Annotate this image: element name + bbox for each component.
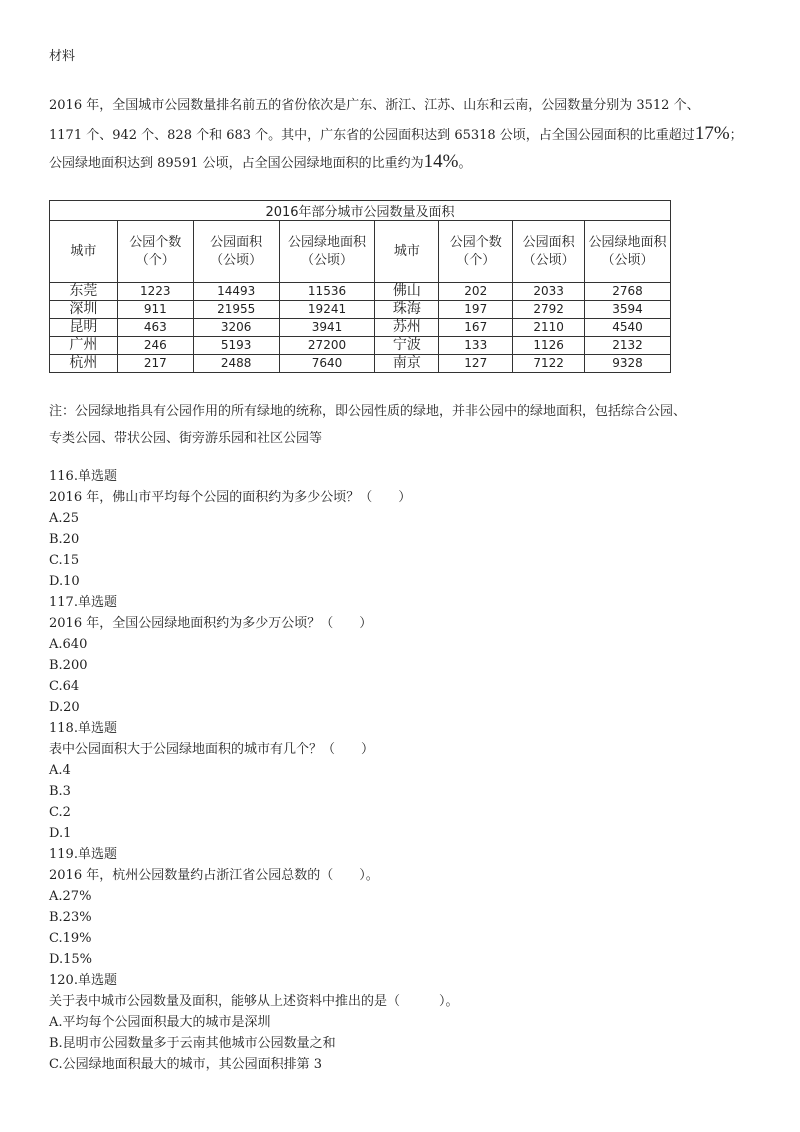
answer-option[interactable]: C.15 — [49, 553, 80, 568]
table-cell: 2488 — [193, 355, 279, 373]
table-cell: 911 — [117, 301, 193, 319]
table-cell: 3594 — [585, 301, 671, 319]
table-cell: 5193 — [193, 337, 279, 355]
intro-line-2 — [49, 120, 769, 150]
city-name-cell: 广州 — [50, 337, 118, 355]
table-cell: 202 — [439, 283, 513, 301]
note-line-1: 注：公园绿地指具有公园作用的所有绿地的统称，即公园性质的绿地，并非公园中的绿地面积，包括综合公园、 — [49, 404, 687, 419]
table-cell: 133 — [439, 337, 513, 355]
question-stem: 2016 年，杭州公园数量约占浙江省公园总数的（ ）。 — [49, 868, 379, 883]
table-note — [49, 398, 769, 452]
answer-option[interactable]: C.公园绿地面积最大的城市，其公园面积排第 3 — [49, 1057, 323, 1072]
answer-option[interactable]: D.20 — [49, 700, 80, 715]
table-cell: 463 — [117, 319, 193, 337]
table-cell: 14493 — [193, 283, 279, 301]
question-number: 117.单选题 — [49, 595, 117, 610]
question-list — [49, 467, 769, 1076]
park-table-container — [49, 200, 671, 373]
park-table — [49, 200, 671, 373]
table-cell: 19241 — [279, 301, 375, 319]
answer-option[interactable]: B.20 — [49, 532, 80, 547]
table-cell: 3206 — [193, 319, 279, 337]
city-name-cell: 珠海 — [375, 301, 439, 319]
table-cell: 1223 — [117, 283, 193, 301]
question-number: 120.单选题 — [49, 973, 117, 988]
table-cell: 2792 — [513, 301, 585, 319]
table-cell: 11536 — [279, 283, 375, 301]
table-cell: 21955 — [193, 301, 279, 319]
intro-line-3-text: 公园绿地面积达到 89591 公顷，占全国公园绿地面积的比重约为 — [49, 156, 424, 171]
table-row — [50, 283, 671, 301]
city-name-cell: 深圳 — [50, 301, 118, 319]
material-heading: 材料 — [49, 49, 76, 64]
table-cell: 7640 — [279, 355, 375, 373]
question-number: 119.单选题 — [49, 847, 117, 862]
table-row — [50, 337, 671, 355]
table-cell: 4540 — [585, 319, 671, 337]
answer-option[interactable]: A.4 — [49, 763, 71, 778]
answer-option[interactable]: D.10 — [49, 574, 80, 589]
answer-option[interactable]: A.640 — [49, 637, 88, 652]
table-header-cell: 城市 — [50, 221, 118, 283]
table-cell: 27200 — [279, 337, 375, 355]
table-header-cell: 公园面积 （公顷） — [513, 221, 585, 283]
answer-option[interactable]: D.15% — [49, 952, 92, 967]
intro-pct-17: 17% — [694, 123, 730, 144]
intro-line-3 — [49, 148, 769, 178]
table-row — [50, 301, 671, 319]
table-header-row — [50, 221, 671, 283]
intro-line-2-text: 1171 个、942 个、828 个和 683 个。其中，广东省的公园面积达到 65318 公顷，占全国公园面积的比重超过 — [49, 128, 695, 143]
answer-option[interactable]: D.1 — [49, 826, 72, 841]
city-name-cell: 东莞 — [50, 283, 118, 301]
table-cell: 127 — [439, 355, 513, 373]
city-name-cell: 宁波 — [375, 337, 439, 355]
city-name-cell: 苏州 — [375, 319, 439, 337]
answer-option[interactable]: A.平均每个公园面积最大的城市是深圳 — [49, 1015, 271, 1030]
table-cell: 2110 — [513, 319, 585, 337]
table-cell: 167 — [439, 319, 513, 337]
city-name-cell: 杭州 — [50, 355, 118, 373]
table-cell: 3941 — [279, 319, 375, 337]
answer-option[interactable]: C.64 — [49, 679, 80, 694]
question-stem: 2016 年，佛山市平均每个公园的面积约为多少公顷？（ ） — [49, 490, 412, 505]
answer-option[interactable]: B.200 — [49, 658, 88, 673]
table-cell: 246 — [117, 337, 193, 355]
table-cell: 2132 — [585, 337, 671, 355]
answer-option[interactable]: C.2 — [49, 805, 71, 820]
question-stem: 表中公园面积大于公园绿地面积的城市有几个？（ ） — [49, 742, 375, 757]
question-number: 116.单选题 — [49, 469, 117, 484]
city-name-cell: 昆明 — [50, 319, 118, 337]
table-caption: 2016年部分城市公园数量及面积 — [50, 201, 671, 221]
answer-option[interactable]: B.3 — [49, 784, 71, 799]
question-stem: 关于表中城市公园数量及面积，能够从上述资料中推出的是（ ）。 — [49, 994, 459, 1009]
question-stem: 2016 年，全国公园绿地面积约为多少万公顷？（ ） — [49, 616, 373, 631]
table-cell: 197 — [439, 301, 513, 319]
city-name-cell: 南京 — [375, 355, 439, 373]
intro-line-1: 2016 年，全国城市公园数量排名前五的省份依次是广东、浙江、江苏、山东和云南，公园数量分别为 3512 个、 — [49, 98, 700, 113]
table-header-cell: 城市 — [375, 221, 439, 283]
table-cell: 1126 — [513, 337, 585, 355]
table-header-cell: 公园绿地面积 （公顷） — [279, 221, 375, 283]
table-row — [50, 355, 671, 373]
answer-option[interactable]: C.19% — [49, 931, 92, 946]
table-cell: 9328 — [585, 355, 671, 373]
answer-option[interactable]: A.27% — [49, 889, 92, 904]
answer-option[interactable]: B.昆明市公园数量多于云南其他城市公园数量之和 — [49, 1036, 336, 1051]
answer-option[interactable]: B.23% — [49, 910, 92, 925]
question-number: 118.单选题 — [49, 721, 117, 736]
note-line-2: 专类公园、带状公园、街旁游乐园和社区公园等 — [49, 431, 323, 446]
table-header-cell: 公园面积 （公顷） — [193, 221, 279, 283]
intro-line-3-end: 。 — [458, 156, 472, 171]
answer-option[interactable]: A.25 — [49, 511, 80, 526]
table-cell: 2033 — [513, 283, 585, 301]
table-header-cell: 公园个数 （个） — [439, 221, 513, 283]
city-name-cell: 佛山 — [375, 283, 439, 301]
table-cell: 2768 — [585, 283, 671, 301]
table-row — [50, 319, 671, 337]
table-cell: 7122 — [513, 355, 585, 373]
table-header-cell: 公园绿地面积 （公顷） — [585, 221, 671, 283]
intro-pct-14: 14% — [423, 151, 459, 172]
table-cell: 217 — [117, 355, 193, 373]
table-header-cell: 公园个数 （个） — [117, 221, 193, 283]
intro-line-2-end: ； — [729, 128, 743, 143]
